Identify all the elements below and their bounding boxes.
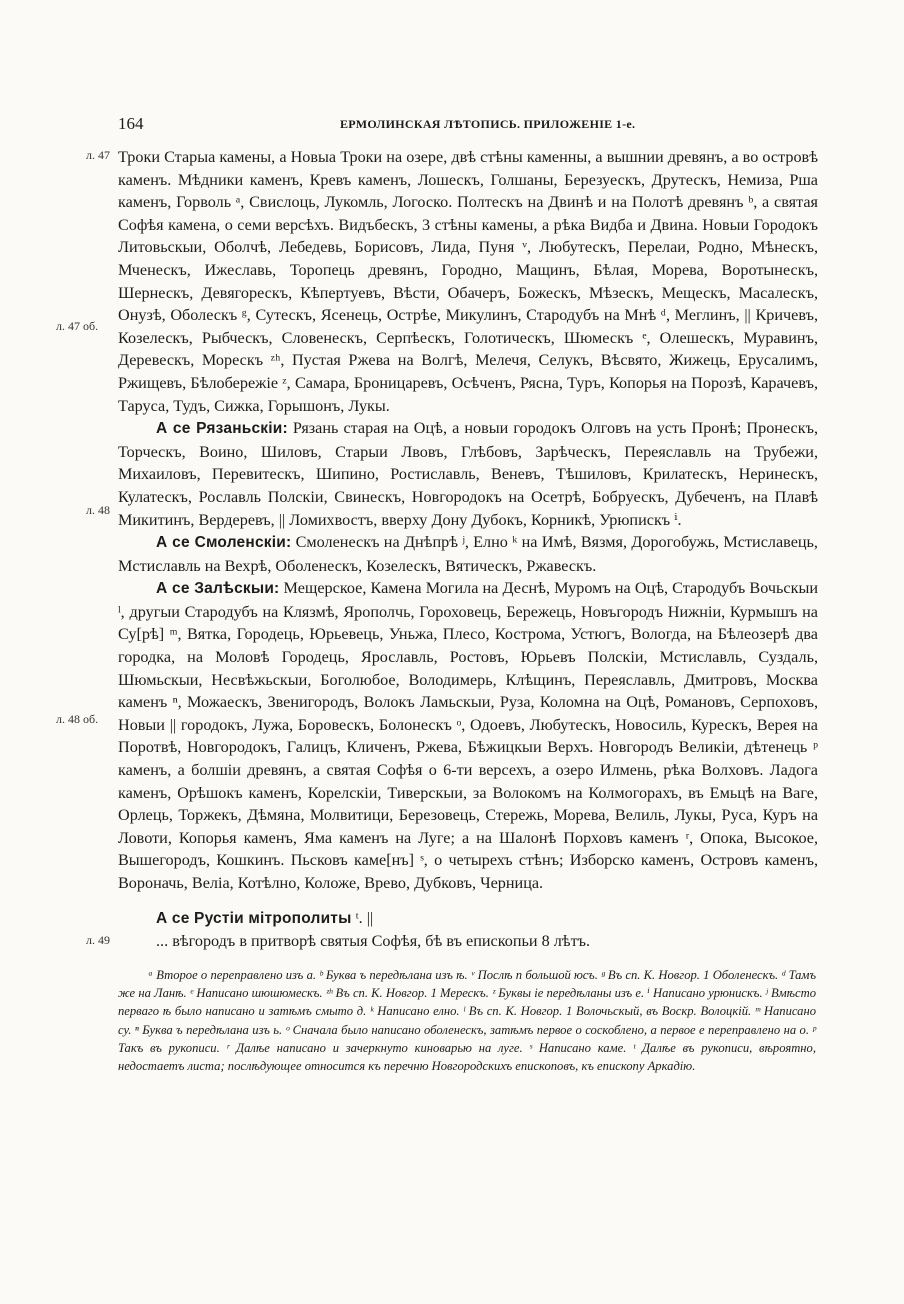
footnotes-text: ᵃ Второе о переправлено изъ а. ᵇ Буква ъ передѣлана изъ ѣ. ᵛ Послѣ п большой юсъ. ᵍ Въ сп. К. Новгор. 1 Оболенескъ. ᵈ Тамъ же на Ланѣ. ᵉ Написано шюшюмескъ. ᶻʰ Въ сп. К. Новгор. 1 Мерескъ. ᶻ Буквы іе передѣланы изъ е. ⁱ Написано урюнискъ. ʲ Вмѣсто перваго ѣ было написано и затѣмъ смыто д. ᵏ Написано елно. ˡ Въ сп. К. Новгор. 1 Волочьскый, въ Воскр. Волоцкій. ᵐ Написано су. ⁿ Буква ъ передѣлана изъ ь. ᵒ Сначала было написано оболенескъ, затѣмъ первое о соскоблено, а первое е переправлено на о. ᵖ Такъ въ рукописи. ʳ Далѣе написано и зачеркнуто киноварью на луге. ˢ Написано каме. ᵗ Далѣе въ рукописи, вѣроятно, недостаетъ листа; послѣдующее относится къ перечню Новгородскихъ епископовъ, къ епископу Аркадію. [118, 968, 816, 1074]
section-text-zalessky: Мещерское, Камена Могила на Деснѣ, Муромъ на Оцѣ, Стародубъ Вочьскыи ˡ, другыи Стародубъ на Клязмѣ, Ярополчь, Гороховець, Бережець, Новъгородъ Нижніи, Курмышъ на Су[рѣ] ᵐ, Вятка, Городець, Юрьевець, Уньжа, Плесо, Кострома, Устюгъ, Вологда, на Бѣлеозерѣ два городка, на Моловѣ Городець, Ярославль, Ростовъ, Юрьевъ Полскіи, Мстиславль, Суздаль, Шюмьскыи, Несвѣжьскыи, Боголюбое, Володимерь, Клѣщинъ, Переяславль, Дмитровъ, Москва каменъ ⁿ, Можаескъ, Звенигородъ, Волокъ Ламьскыи, Руза, Коломна на Оцѣ, Романовъ, Серпоховъ, Новыи || городокъ, Лужа, Боровескъ, Болонескъ ᵒ, Одоевъ, Любутескъ, Новосиль, Курескъ, Верея на Поротвѣ, Новгородокъ, Галицъ, Кличенъ, Ржева, Бѣжицкыи Верхъ. Новгородъ Великіи, дѣтенець ᵖ каменъ, а болшіи древянъ, а святая Софѣя о 6-ти версехъ, а озеро Илмень, рѣка Волховъ. Ладога каменъ, Орѣшокъ каменъ, Корелскіи, Тиверскыи, за Волокомъ на Колмогорахъ, въ Емьцѣ на Ваге, Орлець, Торжекъ, Дѣмяна, Молвитици, Березовець, Стережь, Морева, Велиль, Лукы, Руса, Куръ на Ловоти, Копорья каменъ, Яма каменъ на Луге; а на Шалонѣ Порховъ каменъ ʳ, Опока, Высокое, Вышегородъ, Кошкинъ. Пьсковъ каме[нъ] ˢ, о четырехъ стѣнъ; Изборско каменъ, Островъ каменъ, Вороначь, Веліа, Котѣлно, Коложе, Врево, Дубковъ, Черница. [118, 579, 818, 892]
page-number: 164 [118, 114, 144, 133]
section-text-smolensk: Смоленескъ на Днѣпрѣ ʲ, Елно ᵏ на Имѣ, Вязмя, Дорогобужь, Мстиславець, Мстиславль на Вехрѣ, Оболенескъ, Козелескъ, Вятическъ, Ржавескъ. [118, 533, 818, 575]
margin-note-l47ob: л. 47 об. [56, 319, 99, 333]
footnotes [118, 966, 816, 1075]
margin-note-l48: л. 48 [86, 503, 110, 517]
main-text [118, 146, 818, 953]
section-metropolitans [118, 907, 818, 931]
page-header [118, 110, 818, 136]
running-title: ЕРМОЛИНСКАЯ ЛѢТОПИСЬ. ПРИЛОЖЕНІЕ 1-е. [340, 117, 636, 131]
margin-note-l49: л. 49 [86, 933, 110, 947]
margin-note-l48ob: л. 48 об. [56, 712, 99, 726]
section-heading-smolensk: А се Смоленскіи: [156, 534, 292, 552]
section-zalessky [118, 577, 818, 894]
section-ryazan [118, 417, 818, 531]
section-heading-metropolitans: А се Рустіи мітрополиты [156, 909, 352, 927]
paragraph-lithuanian-towns: Троки Старыа камены, а Новыа Троки на озере, двѣ стѣны каменны, а вышнии древянъ, а во островѣ каменъ. Мѣдники каменъ, Кревъ каменъ, Лошескъ, Голшаны, Березуескъ, Друтескъ, Немиза, Рша каменъ, Горволь ᵃ, Свислоць, Лукомль, Логоско. Полтескъ на Двинѣ и на Полотѣ древянъ ᵇ, а святая Софѣя камена, о семи версѣхъ. Видъбескъ, 3 стѣны камены, а рѣка Видба и Двина. Новыи Городокъ Литовьскыи, Оболчѣ, Лебедевь, Борисовъ, Лида, Пуня ᵛ, Любутескъ, Перелаи, Родно, Мѣнескъ, Мченескъ, Ижеславь, Торопець древянъ, Городно, Мащинъ, Бѣлая, Морева, Воротынескъ, Шернескъ, Девягорескъ, Кѣпертуевъ, Вѣсти, Обачеръ, Божескъ, Мѣзескъ, Мещескъ, Масалескъ, Онузѣ, Оболескъ ᵍ, Сутескъ, Ясенець, Острѣе, Микулинъ, Стародубъ на Мнѣ ᵈ, Меглинъ, || Кричевъ, Козелескъ, Рыбческъ, Словенескъ, Серпѣескъ, Голотическъ, Шюмескъ ᵉ, Олешескъ, Муравинъ, Деревескъ, Морескъ ᶻʰ, Пустая Ржева на Волгѣ, Мелечя, Селукъ, Вѣсвято, Жижець, Ерусалимъ, Ржищевъ, Бѣлобережіе ᶻ, Самара, Броницаревъ, Осѣченъ, Рясна, Туръ, Копорья на Порозѣ, Карачевъ, Таруса, Тудъ, Сижка, Горышонъ, Лукы. [118, 148, 818, 415]
section-heading-ryazan: А се Рязаньскіи: [156, 420, 288, 438]
fragment-line: ... вѣгородъ в притворѣ святыя Софѣя, бѣ въ епископьи 8 лѣтъ. [156, 932, 591, 951]
section-smolensk [118, 531, 818, 577]
section-heading-zalessky: А се Залѣскыи: [156, 580, 280, 598]
margin-note-l47: л. 47 [86, 148, 110, 162]
section-text-metropolitans: ᵗ. || [351, 908, 374, 927]
section-text-ryazan: Рязань старая на Оцѣ, а новыи городокъ Олговъ на усть Пронѣ; Пронескъ, Торческъ, Воино, Шиловъ, Старыи Лвовъ, Глѣбовъ, Зарѣческъ, Переяславль на Трубежи, Михаиловъ, Перевитескъ, Шипино, Ростиславль, Веневъ, Тѣшиловъ, Крилатескъ, Неринескъ, Кулатескъ, Рославль Полскіи, Свинескъ, Новгородокъ на Осетрѣ, Бобруескъ, Дубеченъ, на Плавѣ Микитинъ, Вердеревъ, || Ломихвостъ, вверху Дону Дубокъ, Корникѣ, Урюпискъ ⁱ. [118, 419, 818, 529]
